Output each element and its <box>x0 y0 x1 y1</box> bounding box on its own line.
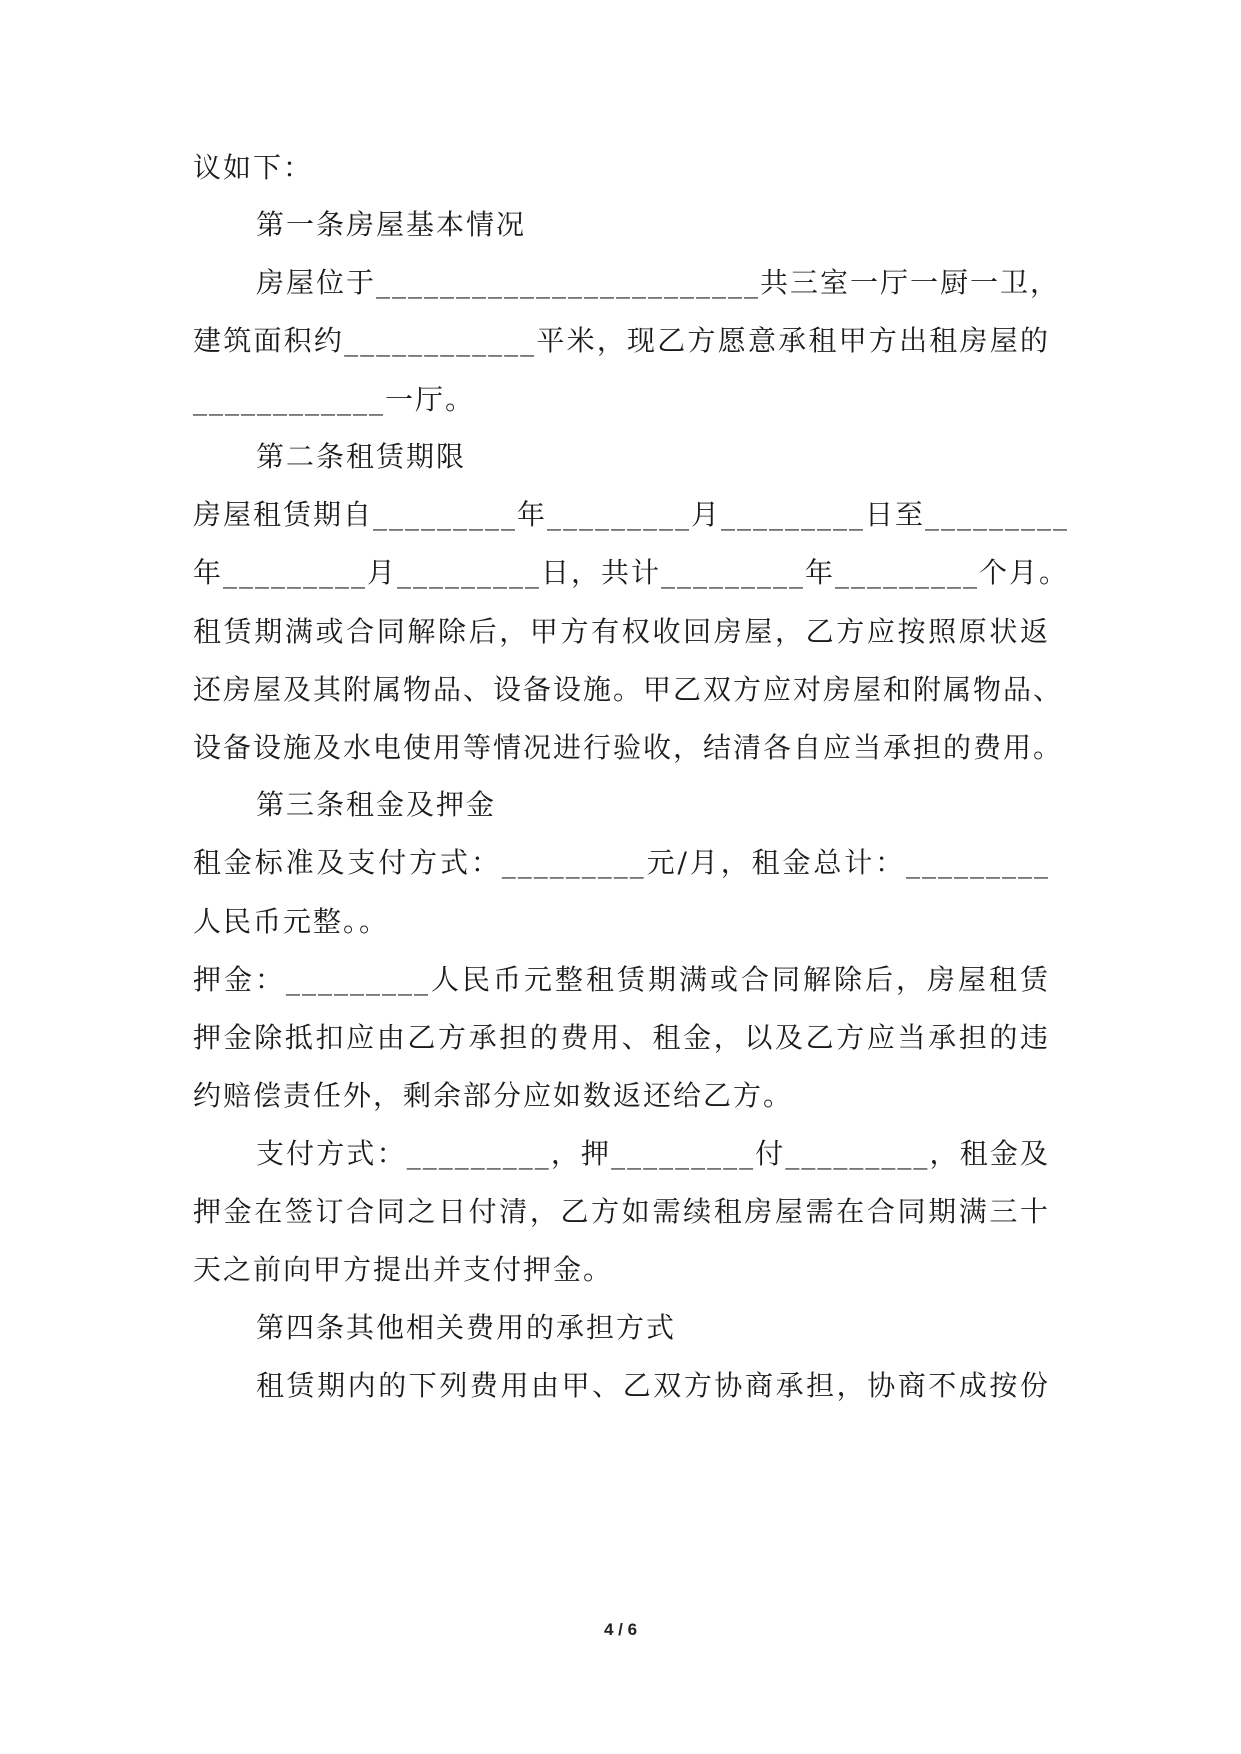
text-line: 天之前向甲方提出并支付押金。 <box>193 1253 614 1286</box>
text-line: 议如下： <box>193 151 314 184</box>
text-line: 押金在签订合同之日付清，乙方如需续租房屋需在合同期满三十 <box>193 1195 1050 1228</box>
text-line: ____________一厅。 <box>193 383 476 416</box>
text-line: 设备设施及水电使用等情况进行验收，结清各自应当承担的费用。 <box>193 731 1064 764</box>
section-heading-2: 第二条租赁期限 <box>256 440 467 473</box>
text-line: 房屋租赁期自_________年_________月_________日至_________ <box>193 498 1070 531</box>
text-line: 建筑面积约____________平米，现乙方愿意承租甲方出租房屋的 <box>193 324 1050 357</box>
text-line: 年_________月_________日，共计_________年_________个月。 <box>193 556 1070 589</box>
text-line: 约赔偿责任外，剩余部分应如数返还给乙方。 <box>193 1079 794 1112</box>
text-line: 支付方式：_________，押_________付_________，租金及 <box>256 1137 1050 1170</box>
text-line: 租赁期满或合同解除后，甲方有权收回房屋，乙方应按照原状返 <box>193 615 1050 648</box>
text-line: 押金：_________人民币元整租赁期满或合同解除后，房屋租赁 <box>193 963 1050 996</box>
text-line: 房屋位于________________________共三室一厅一厨一卫， <box>256 266 1061 299</box>
text-line: 租金标准及支付方式：_________元/月，租金总计：_________ <box>193 846 1050 879</box>
page-number: 4 / 6 <box>603 1620 638 1639</box>
section-heading-4: 第四条其他相关费用的承担方式 <box>256 1311 677 1344</box>
section-heading-3: 第三条租金及押金 <box>256 788 497 821</box>
text-line: 押金除抵扣应由乙方承担的费用、租金，以及乙方应当承担的违 <box>193 1021 1050 1054</box>
text-line: 人民币元整。。 <box>193 905 390 938</box>
section-heading-1: 第一条房屋基本情况 <box>256 208 527 241</box>
text-line: 还房屋及其附属物品、设备设施。甲乙双方应对房屋和附属物品、 <box>193 673 1064 706</box>
text-line: 租赁期内的下列费用由甲、乙双方协商承担，协商不成按份 <box>256 1369 1050 1402</box>
